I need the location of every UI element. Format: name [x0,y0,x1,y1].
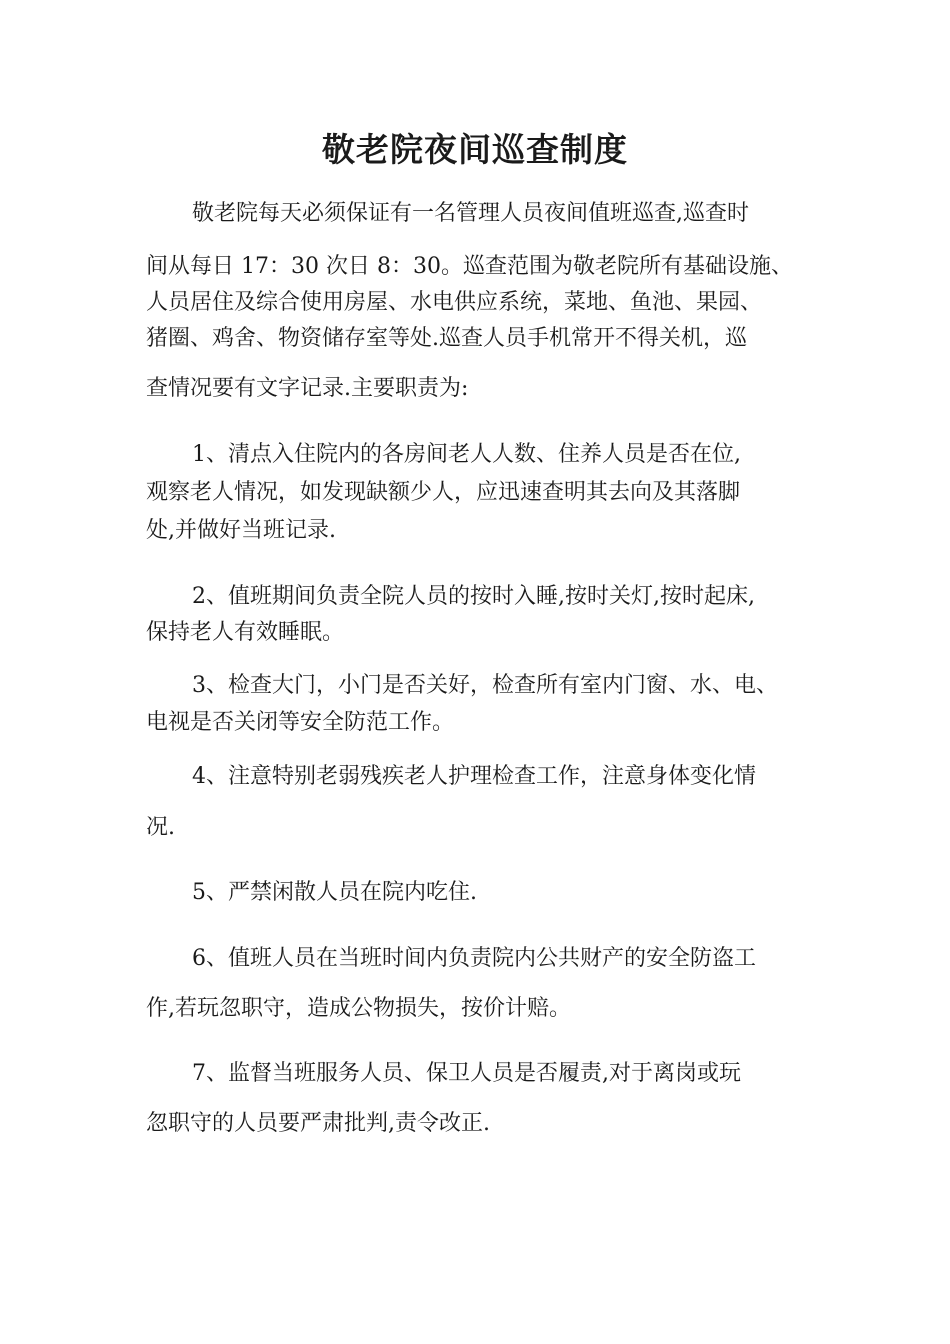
duty-line: 忽职守的人员要严肃批判,责令改正. [146,1111,490,1136]
duty-line: 3、检查大门，小门是否关好，检查所有室内门窗、水、电、 [192,673,778,698]
duty-line: 观察老人情况，如发现缺额少人，应迅速查明其去向及其落脚 [146,480,741,505]
intro-line: 敬老院每天必须保证有一名管理人员夜间值班巡查,巡查时 [192,201,749,226]
intro-line: 猪圈、鸡舍、物资储存室等处.巡查人员手机常开不得关机，巡 [146,326,747,351]
page-title: 敬老院夜间巡查制度 [322,130,628,169]
duty-line: 保持老人有效睡眠。 [146,620,345,645]
intro-line: 间从每日 17：30 次日 8：30。巡查范围为敬老院所有基础设施、 [146,254,793,279]
duty-line: 5、严禁闲散人员在院内吃住. [192,880,477,905]
duty-line: 6、值班人员在当班时间内负责院内公共财产的安全防盗工 [192,946,756,971]
duty-line: 2、值班期间负责全院人员的按时入睡,按时关灯,按时起床, [192,584,755,609]
duty-line: 1、清点入住院内的各房间老人人数、住养人员是否在位, [192,442,741,467]
duty-line: 作,若玩忽职守，造成公物损失，按价计赔。 [146,996,571,1021]
duty-line: 况. [146,815,175,840]
duty-line: 处,并做好当班记录. [146,518,336,543]
duty-line: 7、监督当班服务人员、保卫人员是否履责,对于离岗或玩 [192,1061,741,1086]
intro-line: 人员居住及综合使用房屋、水电供应系统，菜地、鱼池、果园、 [146,290,763,315]
duty-line: 4、注意特别老弱残疾老人护理检查工作，注意身体变化情 [192,764,756,789]
intro-line: 查情况要有文字记录.主要职责为: [146,376,469,401]
duty-line: 电视是否关闭等安全防范工作。 [146,710,455,735]
